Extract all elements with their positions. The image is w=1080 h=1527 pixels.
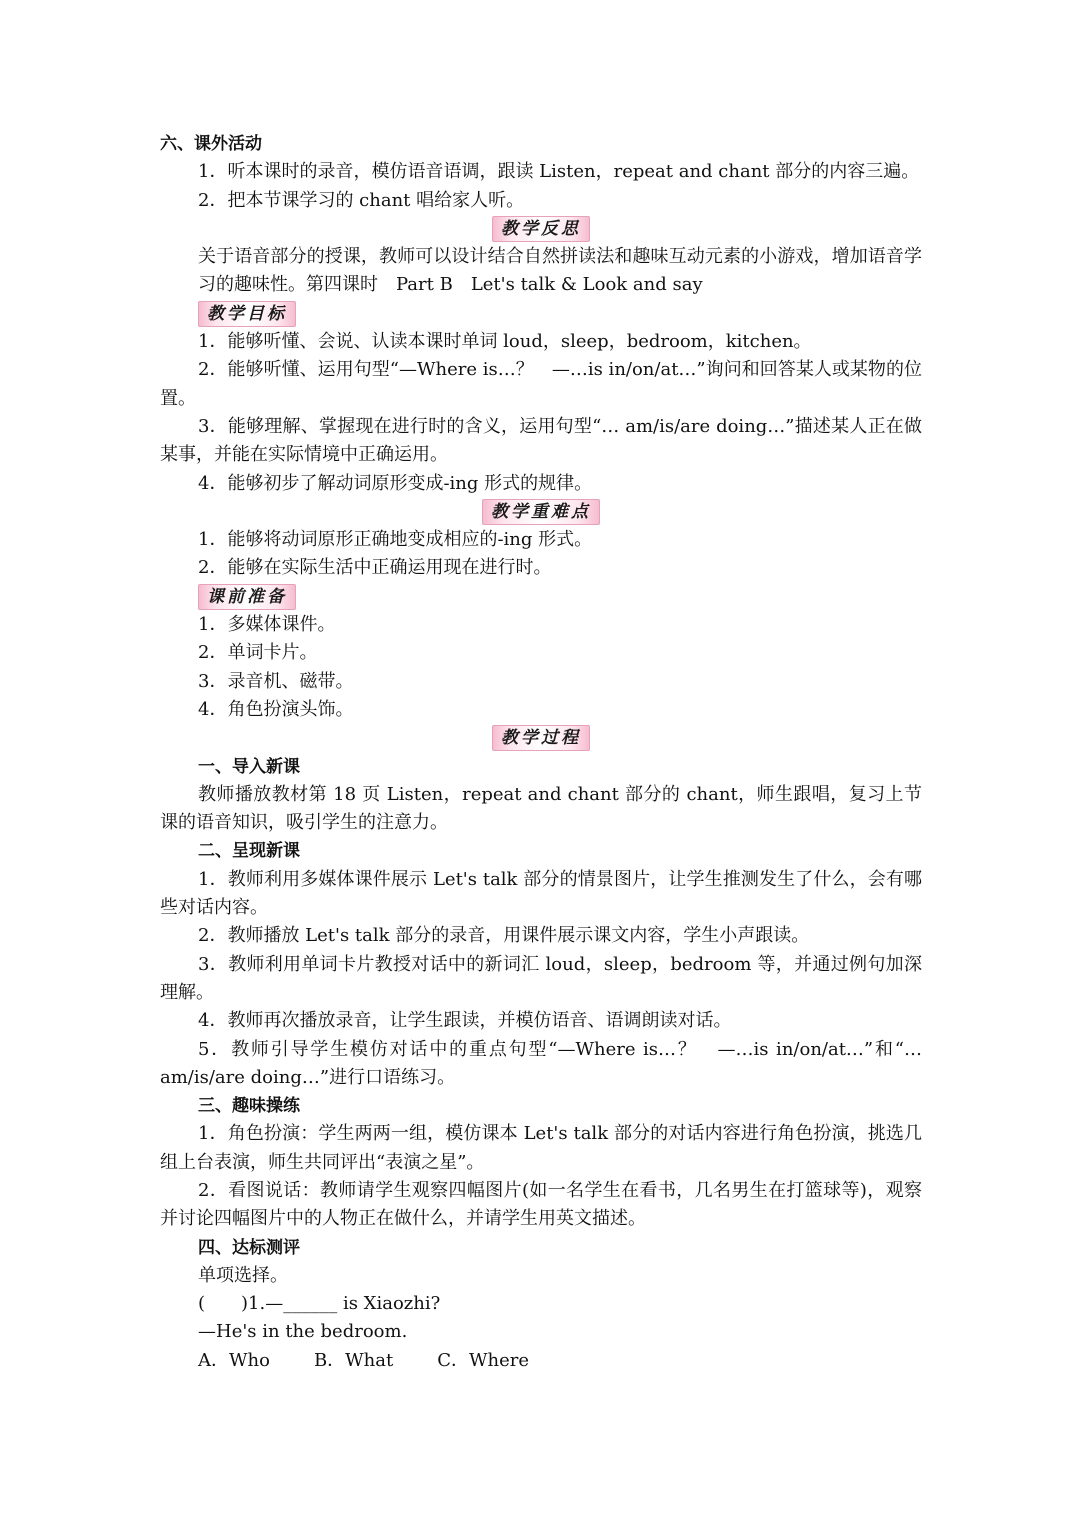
process-s2-item-2: 2．教师播放 Let's talk 部分的录音，用课件展示课文内容，学生小声跟读。	[198, 925, 810, 947]
document-page	[160, 130, 922, 1375]
prep-item-1: 1．多媒体课件。	[198, 614, 336, 636]
goals-banner-row	[160, 300, 922, 328]
process-banner-row	[160, 724, 922, 752]
process-s4-title: 四、达标测评	[198, 1237, 300, 1258]
quiz-answer-line: —He's in the bedroom.	[198, 1321, 408, 1343]
process-s2-item-4: 4．教师再次播放录音，让学生跟读，并模仿语音、语调朗读对话。	[198, 1010, 732, 1032]
process-s2-item-5: 5．教师引导学生模仿对话中的重点句型“—Where is…？ —…is in/on/at…”和“…am/is/are doing…”进行口语练习。	[160, 1038, 922, 1088]
keypoints-banner-row	[160, 498, 922, 526]
reflection-banner-row	[160, 215, 922, 243]
reflection-text: 关于语音部分的授课，教师可以设计结合自然拼读法和趣味互动元素的小游戏，增加语音学习的趣味性。第四课时 Part B Let's talk & Look and say	[198, 246, 922, 296]
process-s3-item-2: 2．看图说话：教师请学生观察四幅图片(如一名学生在看书，几名男生在打篮球等)，观察并讨论四幅图片中的人物正在做什么，并请学生用英文描述。	[160, 1179, 922, 1230]
option-b: B．What	[313, 1349, 394, 1371]
process-s1-text: 教师播放教材第 18 页 Listen，repeat and chant 部分的 chant，师生跟唱，复习上节课的语音知识，吸引学生的注意力。	[160, 783, 922, 834]
section-6-item-2: 2．把本节课学习的 chant 唱给家人听。	[198, 189, 525, 211]
prep-item-4: 4．角色扮演头饰。	[198, 698, 354, 720]
answer-blank-paren[interactable]: ( )	[198, 1293, 249, 1315]
process-s3-title: 三、趣味操练	[198, 1096, 300, 1117]
process-s2-item-1: 1．教师利用多媒体课件展示 Let's talk 部分的情景图片，让学生推测发生了什么，会有哪些对话内容。	[160, 868, 922, 919]
process-s2-item-3: 3．教师利用单词卡片教授对话中的新词汇 loud，sleep，bedroom 等，并通过例句加深理解。	[160, 953, 922, 1003]
quiz-question-1	[160, 1290, 922, 1318]
reflection-banner: 教学反思	[492, 216, 590, 242]
prep-banner-row	[160, 583, 922, 611]
goals-banner: 教学目标	[198, 301, 296, 327]
section-6-title: 六、课外活动	[160, 134, 262, 154]
process-banner: 教学过程	[492, 725, 590, 751]
prep-item-2: 2．单词卡片。	[198, 642, 318, 664]
option-c: C．Where	[437, 1349, 530, 1371]
keypoints-banner: 教学重难点	[482, 499, 600, 525]
keypoint-item-2: 2．能够在实际生活中正确运用现在进行时。	[198, 557, 552, 579]
goal-item-1: 1．能够听懂、会说、认读本课时单词 loud，sleep，bedroom，kitchen。	[198, 331, 812, 353]
question-text: 1.—______ is Xiaozhi?	[248, 1293, 441, 1315]
keypoint-item-1: 1．能够将动词原形正确地变成相应的-ing 形式。	[198, 529, 593, 551]
process-s1-title: 一、导入新课	[198, 756, 300, 777]
quiz-options	[160, 1347, 922, 1375]
section-6-item-1: 1．听本课时的录音，模仿语音语调，跟读 Listen，repeat and chant 部分的内容三遍。	[198, 161, 920, 183]
goal-item-2: 2．能够听懂、运用句型“—Where is…？ —…is in/on/at…”询问和回答某人或某物的位置。	[160, 359, 922, 409]
prep-banner: 课前准备	[198, 584, 296, 610]
quiz-intro: 单项选择。	[198, 1264, 288, 1286]
goal-item-3: 3．能够理解、掌握现在进行时的含义，运用句型“… am/is/are doing…”描述某人正在做某事，并能在实际情境中正确运用。	[160, 415, 922, 466]
process-s2-title: 二、呈现新课	[198, 841, 300, 862]
option-a: A．Who	[198, 1349, 270, 1371]
process-s3-item-1: 1．角色扮演：学生两两一组，模仿课本 Let's talk 部分的对话内容进行角色扮演，挑选几组上台表演，师生共同评出“表演之星”。	[160, 1123, 922, 1173]
prep-item-3: 3．录音机、磁带。	[198, 670, 354, 692]
goal-item-4: 4．能够初步了解动词原形变成-ing 形式的规律。	[198, 472, 593, 494]
